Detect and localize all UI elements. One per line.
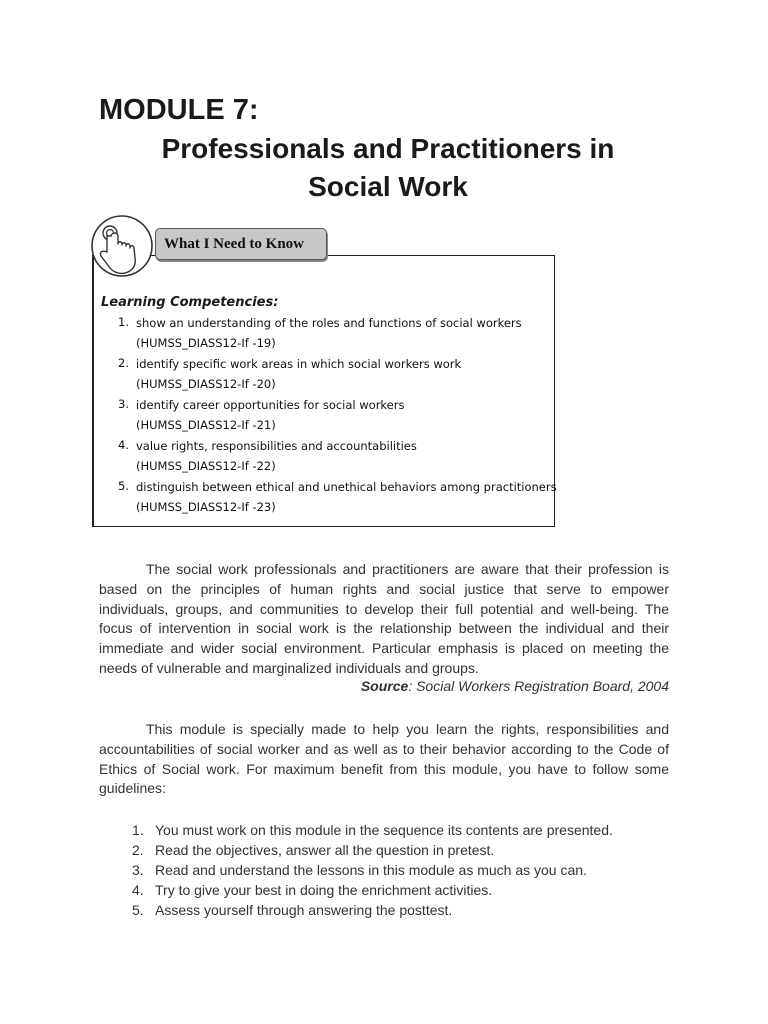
competency-code: (HUMSS_DIASS12-If -21) [136,418,276,432]
competency-text: identify specific work areas in which social workers work [136,357,462,371]
competency-list [114,313,557,518]
guideline-text: You must work on this module in the sequence its contents are presented. [155,822,613,838]
competency-item [114,436,554,477]
competency-item [114,313,554,354]
guideline-number: 5. [132,902,144,918]
competency-text: value rights, responsibilities and accountabilities [136,439,417,453]
module-title-line-2: Social Work [308,171,468,202]
guideline-number: 3. [132,862,144,878]
guideline-item [132,860,613,880]
competency-text: identify career opportunities for social workers [136,398,405,412]
hand-pointer-icon [90,208,160,288]
guideline-number: 2. [132,842,144,858]
competency-item [114,354,554,395]
guideline-number: 4. [132,882,144,898]
competency-number: 2. [118,356,129,370]
guideline-item [132,840,613,860]
module-title-line-1: Professionals and Practitioners in [161,133,615,164]
module-title [100,130,676,206]
competency-code: (HUMSS_DIASS12-If -19) [136,336,276,350]
guideline-number: 1. [132,822,144,838]
guideline-text: Read and understand the lessons in this module as much as you can. [155,862,587,878]
guideline-text: Read the objectives, answer all the question in pretest. [155,842,495,858]
competency-text: show an understanding of the roles and functions of social workers [136,316,522,330]
guideline-text: Assess yourself through answering the posttest. [155,902,453,918]
competency-number: 3. [118,397,129,411]
competency-text: distinguish between ethical and unethical behaviors among practitioners [136,480,557,494]
guideline-text: Try to give your best in doing the enrichment activities. [155,882,493,898]
competency-code: (HUMSS_DIASS12-If -20) [136,377,276,391]
learning-competencies-heading: Learning Competencies: [101,295,279,310]
module-description-paragraph: This module is specially made to help you learn the rights, responsibilities and accountabilities of social worker and as well as to their behavior according to the Code of Ethics of Social work. For maximum benefit from this module, you have to follow some guidelines: [99,721,669,797]
guideline-item [132,900,613,920]
guideline-item [132,820,613,840]
what-i-need-to-know-tab: What I Need to Know [155,228,327,260]
guideline-item [132,880,613,900]
source-text: : Social Workers Registration Board, 2004 [408,678,669,694]
guidelines-list [132,820,613,920]
competency-item [114,395,554,436]
source-label: Source [360,678,409,694]
competency-number: 1. [118,315,129,329]
competency-code: (HUMSS_DIASS12-If -22) [136,459,276,473]
competency-number: 5. [118,479,129,493]
competency-number: 4. [118,438,129,452]
intro-paragraph: The social work professionals and practitioners are aware that their profession is based on the principles of human rights and social justice that serve to empower individuals, groups, and communities to develop their full potential and well-being. The focus of intervention in social work is the relationship between the individual and their immediate and wider social environment. Particular emphasis is placed on meeting the needs of vulnerable and marginalized individuals and groups. [99,561,669,676]
competency-code: (HUMSS_DIASS12-If -23) [136,500,276,514]
competency-item [114,477,557,518]
module-number: MODULE 7: [99,94,259,126]
source-citation [99,678,669,694]
